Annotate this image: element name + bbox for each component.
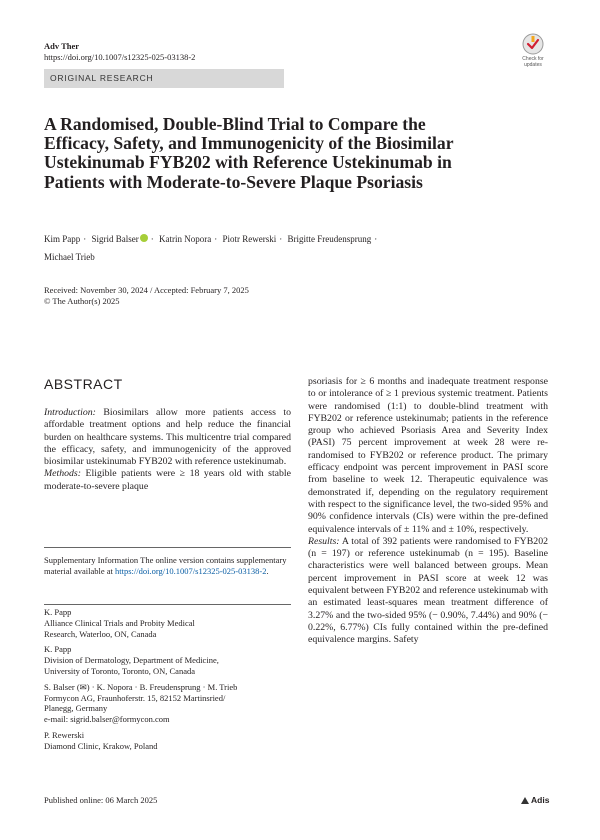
copyright-line: © The Author(s) 2025 <box>44 296 120 306</box>
supplementary-information: Supplementary Information The online version contains supplementary material available at https://doi.org/10.1007/s12325-025-03138-2. <box>44 547 291 577</box>
publisher-logo: Adis <box>521 795 549 805</box>
affiliation: S. Balser (✉) · K. Nopora · B. Freudensprung · M. Trieb Formycon AG, Fraunhoferstr. 15, 82152 Martinsried/ Planegg, Germany e-mail: sigrid.balser@formycon.com <box>44 682 291 725</box>
affiliations <box>44 604 291 757</box>
abstract-column-right <box>308 376 548 647</box>
abstract-introduction: Introduction: Biosimilars allow more patients access to affordable treatment options and help reduce the financial burden on healthcare systems. This multicentre trial compared the efficacy, safety, and immunogenicity of the approved biosimilar ustekinumab FYB202 with reference ustekinumab. <box>44 407 291 468</box>
author[interactable]: Sigrid Balser <box>91 234 139 244</box>
adis-logo-icon <box>521 797 529 804</box>
orcid-icon[interactable] <box>140 234 148 242</box>
abstract-column-left <box>44 407 291 493</box>
section-label: Methods: <box>44 468 82 480</box>
abstract-results: Results: A total of 392 patients were randomised to FYB202 (n = 197) or reference ustekinumab (n = 195). Baseline characteristics were well balanced between groups. Mean percent improvement in PASI score at week 12 was equivalent between FYB202 and reference ustekinumab with an estimated least-squares mean treatment difference of 3.27% and the two-sided 95% (− 0.90%, 7.44%) and 90% (− 0.22%, 6.77%) CIs fully contained within the pre-defined equivalence margins. Safety <box>308 535 548 646</box>
abstract-methods-start: Methods: Eligible patients were ≥ 18 years old with stable moderate-to-severe plaque <box>44 468 291 492</box>
article-title: A Randomised, Double-Blind Trial to Compare the Efficacy, Safety, and Immunogenicity of the Biosimilar Ustekinumab FYB202 with Reference Ustekinumab in Patients with Moderate-to-Severe Plaque Psoriasis <box>44 114 454 192</box>
abstract-heading: ABSTRACT <box>44 376 123 392</box>
published-online-date: Published online: 06 March 2025 <box>44 795 158 805</box>
article-type-band: ORIGINAL RESEARCH <box>44 69 284 88</box>
author-list: Kim Papp · Sigrid Balser · Katrin Nopora · Piotr Rewerski · Brigitte Freudensprung · Michael Trieb <box>44 234 378 262</box>
author[interactable]: Katrin Nopora <box>159 234 212 244</box>
journal-name: Adv Ther <box>44 41 80 51</box>
supplementary-link[interactable]: https://doi.org/10.1007/s12325-025-03138-2 <box>115 565 267 576</box>
abstract-methods-continued: psoriasis for ≥ 6 months and inadequate treatment response to or intolerance of ≥ 1 previous systemic treatment. Patients were randomised (1:1) to double-blind treatment with FYB202 or reference ustekinumab; patients in the reference group who achieved Psoriasis Area and Severity Index (PASI) 75 percent improvement at week 28 were re-randomised to FYB202 or reference product. The primary efficacy endpoint was percent improvement in PASI score from baseline to week 12. Therapeutic equivalence was demonstrated if, depending on the regulatory requirement with respect to the significance level, the two-sided 95% and 90% confidence intervals (CIs) were within the pre-defined equivalence intervals of ± 11% and ± 10%, respectively. <box>308 376 548 535</box>
affiliation: K. Papp Alliance Clinical Trials and Probity Medical Research, Waterloo, ON, Canada <box>44 607 195 639</box>
crossmark-icon <box>522 33 544 55</box>
received-accepted-dates: Received: November 30, 2024 / Accepted: February 7, 2025 <box>44 285 249 295</box>
affiliation: K. Papp Division of Dermatology, Department of Medicine, University of Toronto, Toronto, ON, Canada <box>44 644 219 676</box>
author[interactable]: Michael Trieb <box>44 252 95 262</box>
crossmark-label: Check for updates <box>522 56 544 68</box>
doi-link[interactable]: https://doi.org/10.1007/s12325-025-03138-2 <box>44 52 196 62</box>
check-for-updates-badge[interactable] <box>512 33 554 68</box>
article-dates <box>44 285 249 307</box>
author[interactable]: Kim Papp <box>44 234 81 244</box>
affiliation: P. Rewerski Diamond Clinic, Krakow, Poland <box>44 729 158 751</box>
section-label: Introduction: <box>44 407 96 418</box>
author[interactable]: Piotr Rewerski <box>222 234 277 244</box>
journal-header <box>44 41 195 63</box>
email-link[interactable]: e-mail: sigrid.balser@formycon.com <box>44 714 170 725</box>
author[interactable]: Brigitte Freudensprung <box>287 234 372 244</box>
section-label: Results: <box>308 535 340 547</box>
